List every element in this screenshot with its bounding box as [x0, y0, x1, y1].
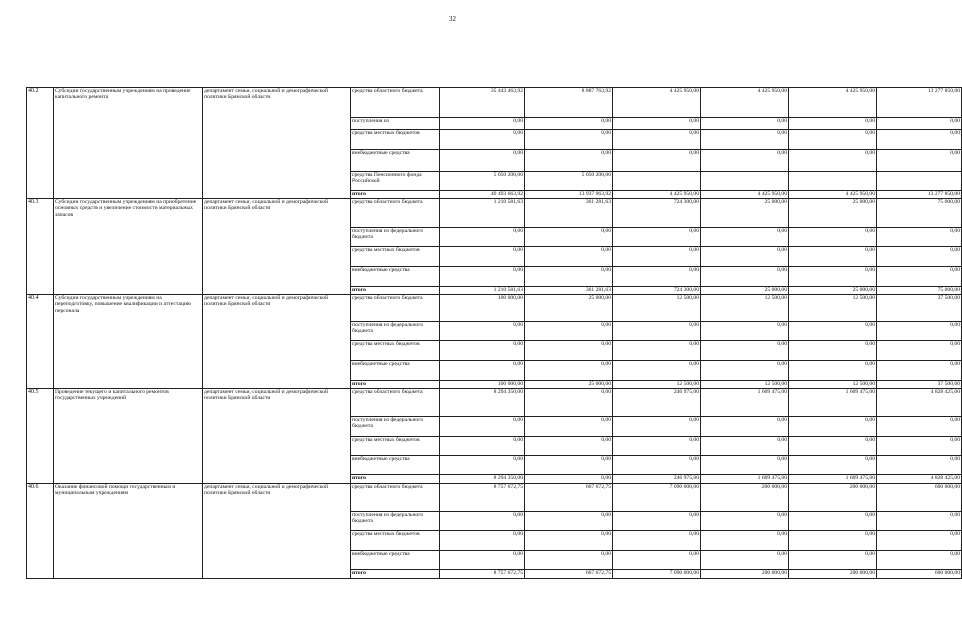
amount-cell: 4 425 950,00: [701, 191, 789, 199]
amount-cell: 0,00: [789, 361, 877, 381]
amount-cell: 361 281,63: [525, 199, 613, 228]
executor-name: департамент семьи, социальной и демографической политики Брянской области: [203, 199, 351, 295]
funding-source: поступления из федерального бюджета: [351, 512, 440, 531]
amount-cell: 200 000,00: [701, 484, 789, 512]
amount-cell: 0,00: [701, 456, 789, 475]
amount-cell: 0,00: [440, 247, 525, 267]
amount-cell: 0,00: [525, 118, 613, 130]
amount-cell: 361 281,63: [525, 287, 613, 295]
amount-cell: 0,00: [440, 322, 525, 341]
amount-cell: 0,00: [701, 417, 789, 437]
amount-cell: 0,00: [701, 551, 789, 570]
measure-name: Проведение текущего и капитального ремонтов государственных учреждений: [54, 389, 203, 484]
funding-source: поступления из федерального бюджета: [351, 228, 440, 247]
executor-name: департамент семьи, социальной и демографической политики Брянской области: [203, 88, 351, 199]
amount-cell: 0,00: [440, 417, 525, 437]
budget-table: [26, 87, 962, 579]
amount-cell: 0,00: [525, 475, 613, 484]
amount-cell: 0,00: [525, 361, 613, 381]
amount-cell: 0,00: [789, 551, 877, 570]
table-row: [27, 295, 962, 322]
amount-cell: 0,00: [789, 228, 877, 247]
amount-cell: 0,00: [701, 341, 789, 361]
amount-cell: 12 500,00: [613, 295, 701, 322]
table-row: [27, 199, 962, 228]
amount-cell: 0,00: [877, 247, 962, 267]
amount-cell: 0,00: [525, 417, 613, 437]
funding-source: поступления из федерального бюджета: [351, 322, 440, 341]
amount-cell: 0,00: [613, 512, 701, 531]
amount-cell: 12 500,00: [701, 381, 789, 389]
funding-source: внебюджетные средства: [351, 150, 440, 172]
amount-cell: 1 609 475,00: [701, 475, 789, 484]
amount-cell: 0,00: [525, 389, 613, 417]
amount-cell: 8 887 763,92: [525, 88, 613, 118]
amount-cell: 4 828 425,00: [877, 389, 962, 417]
row-number: 40.3: [27, 199, 54, 295]
amount-cell: 0,00: [440, 267, 525, 287]
amount-cell: 0,00: [613, 247, 701, 267]
amount-cell: 4 425 950,00: [701, 88, 789, 118]
amount-cell: 600 000,00: [877, 570, 962, 579]
amount-cell: 1 609 475,00: [789, 389, 877, 417]
amount-cell: 8 294 350,00: [440, 475, 525, 484]
amount-cell: 37 500,00: [877, 381, 962, 389]
funding-source: внебюджетные средства: [351, 456, 440, 475]
amount-cell: 100 000,00: [440, 295, 525, 322]
amount-cell: 0,00: [789, 130, 877, 150]
amount-cell: 0,00: [789, 150, 877, 172]
amount-cell: 0,00: [789, 267, 877, 287]
funding-source: средства местных бюджетов: [351, 437, 440, 456]
amount-cell: 0,00: [877, 341, 962, 361]
amount-cell: 0,00: [701, 531, 789, 551]
funding-source: средства местных бюджетов: [351, 247, 440, 267]
funding-source: внебюджетные средства: [351, 267, 440, 287]
amount-cell: 0,00: [440, 437, 525, 456]
amount-cell: 0,00: [877, 361, 962, 381]
funding-source: итого: [351, 570, 440, 579]
amount-cell: 0,00: [613, 118, 701, 130]
amount-cell: 0,00: [877, 322, 962, 341]
amount-cell: 0,00: [440, 551, 525, 570]
amount-cell: 0,00: [877, 531, 962, 551]
amount-cell: 0,00: [877, 456, 962, 475]
amount-cell: 0,00: [440, 118, 525, 130]
amount-cell: 7 090 000,00: [613, 570, 701, 579]
amount-cell: 0,00: [789, 512, 877, 531]
table-row: [27, 88, 962, 118]
amount-cell: 600 000,00: [877, 484, 962, 512]
funding-source: поступления из федерального бюджета: [351, 417, 440, 437]
funding-source: средства областного бюджета: [351, 389, 440, 417]
amount-cell: 75 000,00: [877, 199, 962, 228]
amount-cell: 0,00: [701, 267, 789, 287]
funding-source: средства местных бюджетов: [351, 531, 440, 551]
amount-cell: 0,00: [877, 130, 962, 150]
amount-cell: 0,00: [701, 228, 789, 247]
amount-cell: 246 975,00: [613, 475, 701, 484]
amount-cell: 25 000,00: [525, 381, 613, 389]
amount-cell: 0,00: [877, 437, 962, 456]
amount-cell: 8 757 672,75: [440, 570, 525, 579]
amount-cell: 4 425 950,00: [789, 88, 877, 118]
amount-cell: 0,00: [877, 228, 962, 247]
funding-source: средства местных бюджетов: [351, 341, 440, 361]
amount-cell: 1 210 581,63: [440, 199, 525, 228]
amount-cell: [701, 172, 789, 191]
amount-cell: 25 000,00: [789, 287, 877, 295]
funding-source: внебюджетные средства: [351, 551, 440, 570]
amount-cell: 0,00: [877, 150, 962, 172]
amount-cell: 0,00: [877, 118, 962, 130]
amount-cell: 0,00: [525, 437, 613, 456]
amount-cell: 0,00: [440, 512, 525, 531]
funding-source: средства областного бюджета: [351, 295, 440, 322]
amount-cell: 0,00: [440, 361, 525, 381]
amount-cell: 0,00: [440, 341, 525, 361]
amount-cell: 1 210 581,63: [440, 287, 525, 295]
amount-cell: 4 425 950,00: [789, 191, 877, 199]
amount-cell: 0,00: [440, 130, 525, 150]
table-body: [27, 88, 962, 579]
amount-cell: 0,00: [525, 247, 613, 267]
amount-cell: 1 609 475,00: [789, 475, 877, 484]
amount-cell: 200 000,00: [789, 570, 877, 579]
amount-cell: 4 828 425,00: [877, 475, 962, 484]
amount-cell: 0,00: [701, 130, 789, 150]
amount-cell: 0,00: [613, 531, 701, 551]
amount-cell: 0,00: [789, 247, 877, 267]
amount-cell: 0,00: [701, 247, 789, 267]
amount-cell: 0,00: [789, 531, 877, 551]
amount-cell: 0,00: [877, 512, 962, 531]
amount-cell: 0,00: [789, 322, 877, 341]
amount-cell: 12 500,00: [701, 295, 789, 322]
amount-cell: 12 500,00: [789, 295, 877, 322]
amount-cell: 0,00: [525, 341, 613, 361]
amount-cell: 200 000,00: [701, 570, 789, 579]
executor-name: департамент семьи, социальной и демографической политики Брянской области: [203, 389, 351, 484]
amount-cell: 12 500,00: [789, 381, 877, 389]
measure-name: Субсидии государственным учреждениям на проведение капитального ремонта: [54, 88, 203, 199]
funding-source: итого: [351, 381, 440, 389]
amount-cell: 0,00: [613, 456, 701, 475]
amount-cell: 13 277 850,00: [877, 191, 962, 199]
amount-cell: 25 000,00: [525, 295, 613, 322]
amount-cell: 0,00: [613, 130, 701, 150]
row-number: 40.6: [27, 484, 54, 579]
amount-cell: 0,00: [613, 551, 701, 570]
amount-cell: 13 937 963,92: [525, 191, 613, 199]
funding-source: средства областного бюджета: [351, 484, 440, 512]
funding-source: итого: [351, 287, 440, 295]
amount-cell: 0,00: [701, 322, 789, 341]
amount-cell: 724 300,00: [613, 287, 701, 295]
amount-cell: 8 757 672,75: [440, 484, 525, 512]
funding-source: средства областного бюджета: [351, 199, 440, 228]
amount-cell: 0,00: [525, 267, 613, 287]
amount-cell: 8 294 350,00: [440, 389, 525, 417]
amount-cell: 35 443 463,92: [440, 88, 525, 118]
amount-cell: 0,00: [525, 512, 613, 531]
amount-cell: 1 609 475,00: [701, 389, 789, 417]
funding-source: внебюджетные средства: [351, 361, 440, 381]
amount-cell: 5 050 200,00: [440, 172, 525, 191]
amount-cell: 25 000,00: [789, 199, 877, 228]
funding-source: итого: [351, 191, 440, 199]
amount-cell: 0,00: [701, 437, 789, 456]
amount-cell: 4 425 950,00: [613, 191, 701, 199]
row-number: 40.2: [27, 88, 54, 199]
executor-name: департамент семьи, социальной и демографической политики Брянской области: [203, 295, 351, 389]
row-number: 40.5: [27, 389, 54, 484]
funding-source: средства местных бюджетов: [351, 130, 440, 150]
amount-cell: 75 000,00: [877, 287, 962, 295]
amount-cell: 200 000,00: [789, 484, 877, 512]
amount-cell: 0,00: [440, 150, 525, 172]
amount-cell: [877, 172, 962, 191]
amount-cell: 0,00: [701, 150, 789, 172]
table-row: [27, 484, 962, 512]
amount-cell: 25 000,00: [701, 199, 789, 228]
amount-cell: 4 425 950,00: [613, 88, 701, 118]
amount-cell: 0,00: [877, 417, 962, 437]
amount-cell: 13 277 850,00: [877, 88, 962, 118]
amount-cell: 40 493 663,92: [440, 191, 525, 199]
amount-cell: 0,00: [525, 228, 613, 247]
measure-name: Субсидии государственным учреждениям на переподготовку, повышение квалификации и аттестацию персонала: [54, 295, 203, 389]
amount-cell: 246 975,00: [613, 389, 701, 417]
amount-cell: 7 090 000,00: [613, 484, 701, 512]
amount-cell: 0,00: [525, 456, 613, 475]
amount-cell: 25 000,00: [701, 287, 789, 295]
amount-cell: 0,00: [789, 437, 877, 456]
amount-cell: 724 300,00: [613, 199, 701, 228]
amount-cell: [613, 172, 701, 191]
amount-cell: 0,00: [789, 341, 877, 361]
measure-name: Оказание финансовой помощи государственным и муниципальным учреждениям: [54, 484, 203, 579]
amount-cell: 0,00: [877, 551, 962, 570]
amount-cell: 0,00: [613, 267, 701, 287]
amount-cell: 0,00: [789, 118, 877, 130]
amount-cell: 0,00: [525, 551, 613, 570]
amount-cell: 0,00: [613, 361, 701, 381]
amount-cell: 0,00: [613, 150, 701, 172]
amount-cell: 667 672,75: [525, 484, 613, 512]
amount-cell: [789, 172, 877, 191]
amount-cell: 0,00: [613, 228, 701, 247]
amount-cell: 5 050 200,00: [525, 172, 613, 191]
measure-name: Субсидии государственным учреждениям на приобретение основных средств и увеличение стоимости материальных запасов: [54, 199, 203, 295]
amount-cell: 0,00: [525, 150, 613, 172]
amount-cell: 0,00: [877, 267, 962, 287]
funding-source: итого: [351, 475, 440, 484]
amount-cell: 0,00: [701, 118, 789, 130]
amount-cell: 100 000,00: [440, 381, 525, 389]
amount-cell: 0,00: [613, 417, 701, 437]
amount-cell: 0,00: [440, 531, 525, 551]
amount-cell: 0,00: [525, 322, 613, 341]
table-row: [27, 389, 962, 417]
page-number: 32: [449, 15, 456, 23]
amount-cell: 0,00: [613, 437, 701, 456]
row-number: 40.4: [27, 295, 54, 389]
amount-cell: 0,00: [440, 228, 525, 247]
amount-cell: 0,00: [525, 130, 613, 150]
amount-cell: 0,00: [789, 417, 877, 437]
amount-cell: 0,00: [440, 456, 525, 475]
amount-cell: 0,00: [701, 361, 789, 381]
funding-source: поступления из: [351, 118, 440, 130]
amount-cell: 0,00: [789, 456, 877, 475]
amount-cell: 667 672,75: [525, 570, 613, 579]
executor-name: департамент семьи, социальной и демографической политики Брянской области: [203, 484, 351, 579]
amount-cell: 0,00: [701, 512, 789, 531]
amount-cell: 0,00: [525, 531, 613, 551]
amount-cell: 0,00: [613, 341, 701, 361]
funding-source: средства Пенсионного фонда Российской: [351, 172, 440, 191]
amount-cell: 37 500,00: [877, 295, 962, 322]
amount-cell: 0,00: [613, 322, 701, 341]
funding-source: средства областного бюджета: [351, 88, 440, 118]
amount-cell: 12 500,00: [613, 381, 701, 389]
